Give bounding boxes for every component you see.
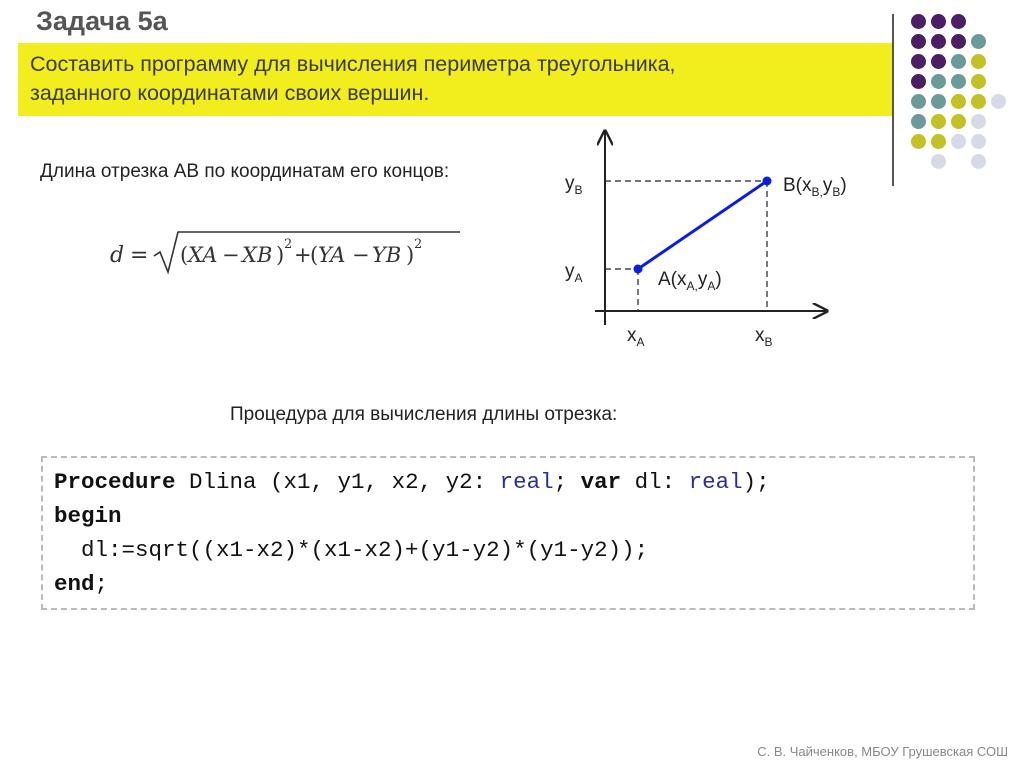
svg-text:(: ( bbox=[310, 243, 319, 267]
label-yb: $y_B$ bbox=[565, 173, 583, 197]
dot bbox=[931, 14, 946, 29]
label-xa: $x_A$ bbox=[627, 325, 645, 349]
code-line-2: begin bbox=[54, 503, 122, 529]
formula-yb: YB bbox=[372, 243, 402, 267]
point-a bbox=[634, 265, 643, 274]
svg-text:): ) bbox=[406, 243, 415, 267]
task-text bbox=[30, 50, 870, 108]
svg-text:(: ( bbox=[180, 243, 189, 267]
dot bbox=[951, 74, 966, 89]
dot bbox=[971, 134, 986, 149]
dot bbox=[911, 114, 926, 129]
task-text-line1: Составить программу для вычисления периметра треугольника, bbox=[30, 52, 676, 76]
dot bbox=[911, 34, 926, 49]
dot bbox=[951, 134, 966, 149]
dot bbox=[951, 14, 966, 29]
procedure-caption: Процедура для вычисления длины отрезка: bbox=[230, 404, 618, 425]
dot bbox=[931, 114, 946, 129]
dot bbox=[931, 74, 946, 89]
dot bbox=[971, 54, 986, 69]
dot bbox=[931, 54, 946, 69]
formula-d: d bbox=[110, 243, 125, 268]
label-ya: $y_A$ bbox=[565, 261, 583, 285]
formula-minus2: − bbox=[352, 243, 370, 267]
dot bbox=[911, 74, 926, 89]
dot bbox=[971, 114, 986, 129]
segment-length-caption: Длина отрезка AB по координатам его концов: bbox=[40, 161, 450, 182]
dot bbox=[911, 134, 926, 149]
code-text bbox=[54, 465, 770, 601]
label-point-a: $A(x_{A,}y_A)$ bbox=[658, 269, 722, 293]
point-b bbox=[763, 177, 772, 186]
footer-credit: С. В. Чайченков, МБОУ Грушевская СОШ bbox=[757, 744, 1008, 759]
formula-exp1: 2 bbox=[284, 237, 293, 252]
dot bbox=[931, 134, 946, 149]
dot bbox=[971, 34, 986, 49]
dot bbox=[911, 14, 926, 29]
dot bbox=[991, 94, 1006, 109]
segment-graph bbox=[555, 125, 845, 360]
dot bbox=[911, 54, 926, 69]
code-line-3: dl:=sqrt((x1-x2)*(x1-x2)+(y1-y2)*(y1-y2)); bbox=[54, 537, 649, 563]
task-text-line2: заданного координатами своих вершин. bbox=[30, 81, 430, 105]
dot bbox=[971, 154, 986, 169]
label-point-b: $B(x_{B,}y_B)$ bbox=[783, 175, 847, 199]
label-xb: $x_B$ bbox=[755, 325, 773, 349]
code-line-4: end; bbox=[54, 571, 109, 597]
dot bbox=[931, 154, 946, 169]
formula-xa: XA bbox=[188, 243, 218, 267]
formula-exp2: 2 bbox=[414, 237, 423, 252]
dot bbox=[971, 74, 986, 89]
segment-ab bbox=[638, 181, 767, 269]
slide-title: Задача 5а bbox=[36, 6, 168, 36]
dot bbox=[951, 94, 966, 109]
formula-minus1: − bbox=[222, 243, 240, 267]
dot bbox=[951, 54, 966, 69]
dot bbox=[911, 94, 926, 109]
dot bbox=[951, 34, 966, 49]
dot bbox=[931, 34, 946, 49]
formula-eq: = bbox=[130, 243, 149, 268]
svg-text:): ) bbox=[276, 243, 285, 267]
code-line-1: Procedure Dlina (x1, y1, x2, y2: real; var dl: real); bbox=[54, 469, 770, 495]
dot bbox=[951, 114, 966, 129]
formula-xb: XB bbox=[242, 243, 273, 267]
formula-plus: + bbox=[294, 243, 312, 267]
distance-formula bbox=[108, 228, 468, 276]
formula-ya: YA bbox=[318, 243, 346, 267]
dot bbox=[931, 94, 946, 109]
vertical-divider bbox=[892, 14, 894, 186]
dot bbox=[971, 94, 986, 109]
